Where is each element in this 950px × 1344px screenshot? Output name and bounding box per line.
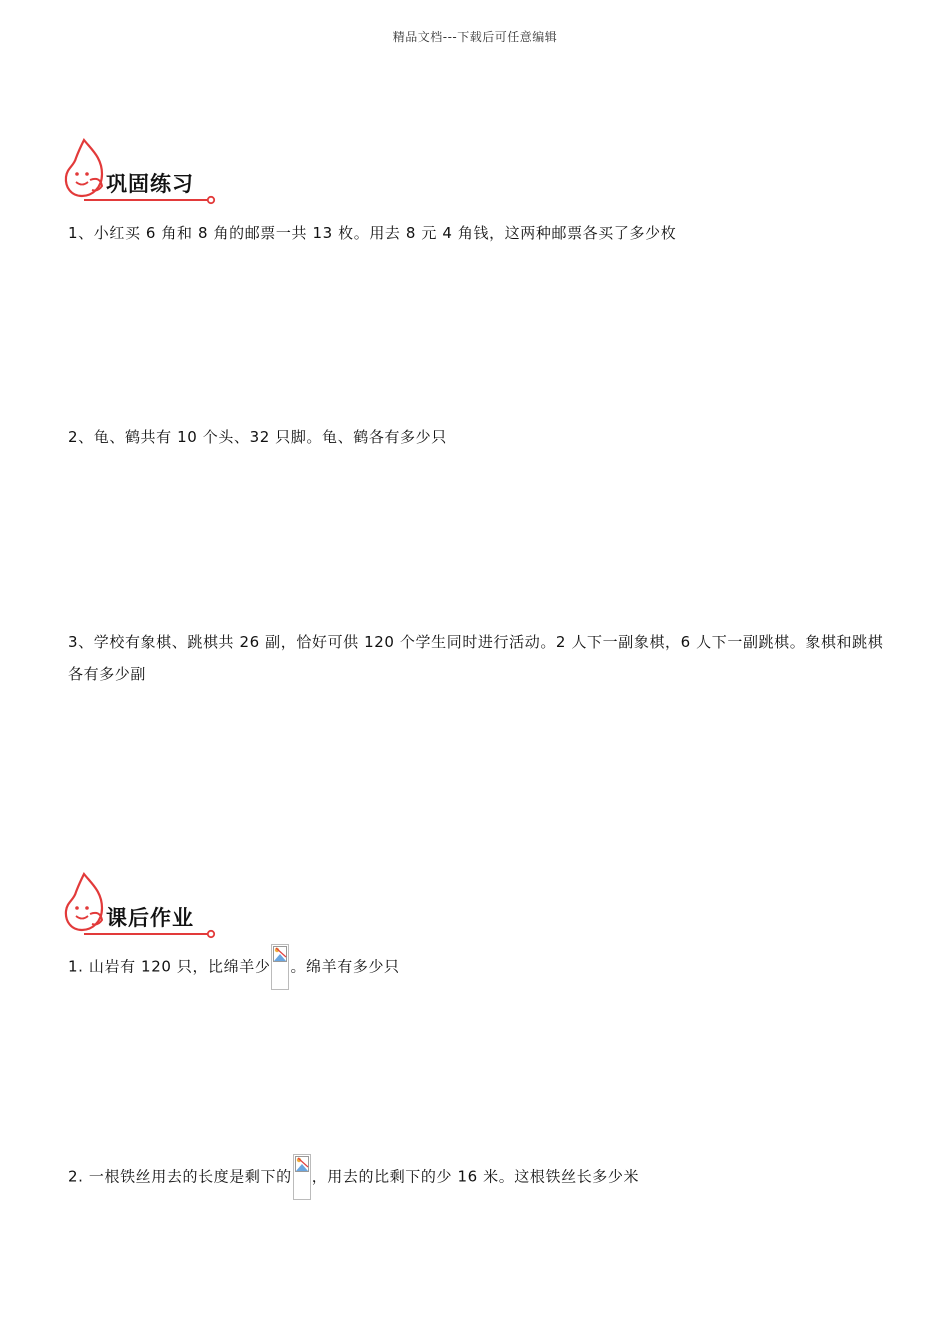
fraction-image	[271, 944, 289, 990]
fraction-image	[293, 1154, 311, 1200]
broken-image-icon	[295, 1156, 309, 1172]
practice-question-1: 1、小红买 6 角和 8 角的邮票一共 13 枚。用去 8 元 4 角钱，这两种邮票各买了多少枚	[68, 224, 677, 242]
section-title: 巩固练习	[106, 172, 194, 196]
section-heading-practice	[62, 136, 232, 206]
homework-q1-text-after: 。绵羊有多少只	[290, 957, 400, 976]
practice-question-2: 2、龟、鹤共有 10 个头、32 只脚。龟、鹤各有多少只	[68, 428, 447, 446]
broken-image-icon	[273, 946, 287, 962]
homework-question-2	[68, 1154, 639, 1200]
page-header: 精品文档---下载后可任意编辑	[392, 30, 558, 44]
homework-question-1	[68, 944, 400, 990]
homework-q2-text-after: ，用去的比剩下的少 16 米。这根铁丝长多少米	[311, 1167, 640, 1186]
section-heading-homework	[62, 870, 232, 940]
section-title: 课后作业	[106, 906, 194, 930]
homework-q2-text-before: 2. 一根铁丝用去的长度是剩下的	[68, 1167, 292, 1186]
practice-question-3: 3、学校有象棋、跳棋共 26 副，恰好可供 120 个学生同时进行活动。2 人下一副象棋，6 人下一副跳棋。象棋和跳棋各有多少副	[68, 633, 884, 683]
homework-q1-text-before: 1. 山岩有 120 只，比绵羊少	[68, 957, 271, 976]
